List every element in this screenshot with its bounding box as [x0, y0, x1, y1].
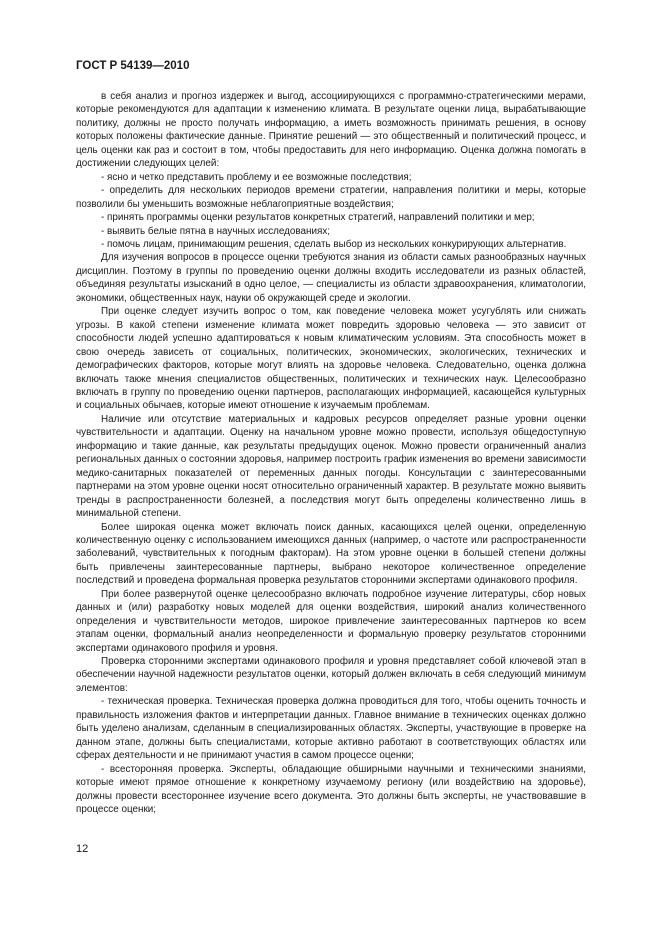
list-item: - всесторонняя проверка. Эксперты, обладающие обширными научными и техническими знаниями, которые имеют прямое отношение к конкретному изучаемому региону (или воздействию на здоровье), должны провести всестороннее изучение всего документа. Это должны быть эксперты, не участвовавшие в процессе оценки;	[76, 763, 586, 816]
paragraph: При более развернутой оценке целесообразно включать подробное изучение литературы, сбор новых данных и (или) разработку новых моделей для оценки воздействия, широкий анализ количественного определения и чувствительности методов, широкое привлечение заинтересованных партнеров ко всем этапам оценки, формальный анализ неопределенности и формальную проверку результатов сторонними экспертами одинакового профиля и уровня.	[76, 588, 586, 654]
page-number: 12	[76, 843, 89, 855]
list-item: - принять программы оценки результатов конкретных стратегий, направлений политики и мер;	[101, 212, 535, 224]
list-item: - техническая проверка. Техническая проверка должна проводиться для того, чтобы оценить точность и правильность изложения фактов и интерпретации данных. Главное внимание в технических оценках должно быть уделено анализам, сделанным в специализированных областях. Эксперты, участвующие в проверке на данном этапе, должны быть специалистами, которые активно работают в соответствующих областях или сферах деятельности и не принимают участия в самом процессе оценки;	[76, 696, 586, 762]
list-item: - помочь лицам, принимающим решения, сделать выбор из нескольких конкурирующих альтернатив.	[101, 238, 567, 250]
paragraph: Проверка сторонними экспертами одинакового профиля и уровня представляет собой ключевой этап в обеспечении научной надежности результатов оценки, который должен включать в себя следующий минимум элементов:	[76, 656, 586, 694]
list-item: - определить для нескольких периодов времени стратегии, направления политики и меры, которые позволили бы уменьшить возможные неблагоприятные воздействия;	[76, 185, 586, 210]
paragraph: Для изучения вопросов в процессе оценки требуются знания из области самых разнообразных научных дисциплин. Поэтому в группы по проведению оценки должны входить исследователи из разных областей, объединяя результаты изысканий в одно целое, — специалисты из области здравоохранения, климатологии, экономики, общественных наук, науки об окружающей среде и экологии.	[76, 252, 586, 304]
paragraph-intro: в себя анализ и прогноз издержек и выгод, ассоциирующихся с программно-стратегическими мерами, которые рекомендуются для адаптации к изменению климата. В результате оценки лица, вырабатывающие политику, должны не просто получать информацию, а иметь возможность принимать решения, в основу которых положены фактические данные. Принятие решений — это общественный и политический процесс, и цель оценки как раз и состоит в том, чтобы предоставить для него информацию. Оценка должна помогать в достижении следующих целей:	[76, 91, 586, 170]
list-item: - выявить белые пятна в научных исследованиях;	[101, 225, 331, 237]
body-text	[76, 90, 586, 816]
paragraph: При оценке следует изучить вопрос о том, как поведение человека может усугублять или снижать угрозы. В какой степени изменение климата может повредить здоровью человека — это зависит от способности людей успешно адаптироваться к новым климатическим условиям. Эта способность может в свою очередь зависеть от социальных, политических, экономических, экологических, технических и демографических факторов, которые могут влиять на здоровье человека. Следовательно, оценка должна включать также мнения специалистов общественных, политических и технических наук. Целесообразно включать в группу по проведению оценки партнеров, располагающих информацией, касающейся культурных и социальных обычаев, которые имеют отношение к изучаемым проблемам.	[76, 306, 586, 412]
document-header: ГОСТ Р 54139—2010	[76, 60, 190, 72]
paragraph: Наличие или отсутствие материальных и кадровых ресурсов определяет разные уровни оценки чувствительности и адаптации. Оценку на начальном уровне можно провести, используя общедоступную информацию и такие данные, как результаты предыдущих оценок. Можно провести ограниченный анализ региональных данных о состоянии здоровья, например построить график изменения во времени зависимости медико-санитарных показателей от переменных данных погоды. Консультации с заинтересованными партнерами на этом уровне оценки носят относительно ограниченный характер. В результате можно выявить тренды в распространенности болезней, а последствия могут быть определены количественно лишь в минимальной степени.	[76, 413, 586, 520]
list-item: - ясно и четко представить проблему и ее возможные последствия;	[101, 171, 412, 183]
paragraph: Более широкая оценка может включать поиск данных, касающихся целей оценки, определенную количественную оценку с использованием имеющихся данных (например, о частоте или распространенности заболеваний, чувствительных к погодным факторам). На этом уровне оценки в большей степени должны быть привлечены заинтересованные партнеры, выбрано некоторое количественное определение последствий и проведена формальная проверка результатов сторонними экспертами одинакового профиля.	[76, 521, 586, 587]
